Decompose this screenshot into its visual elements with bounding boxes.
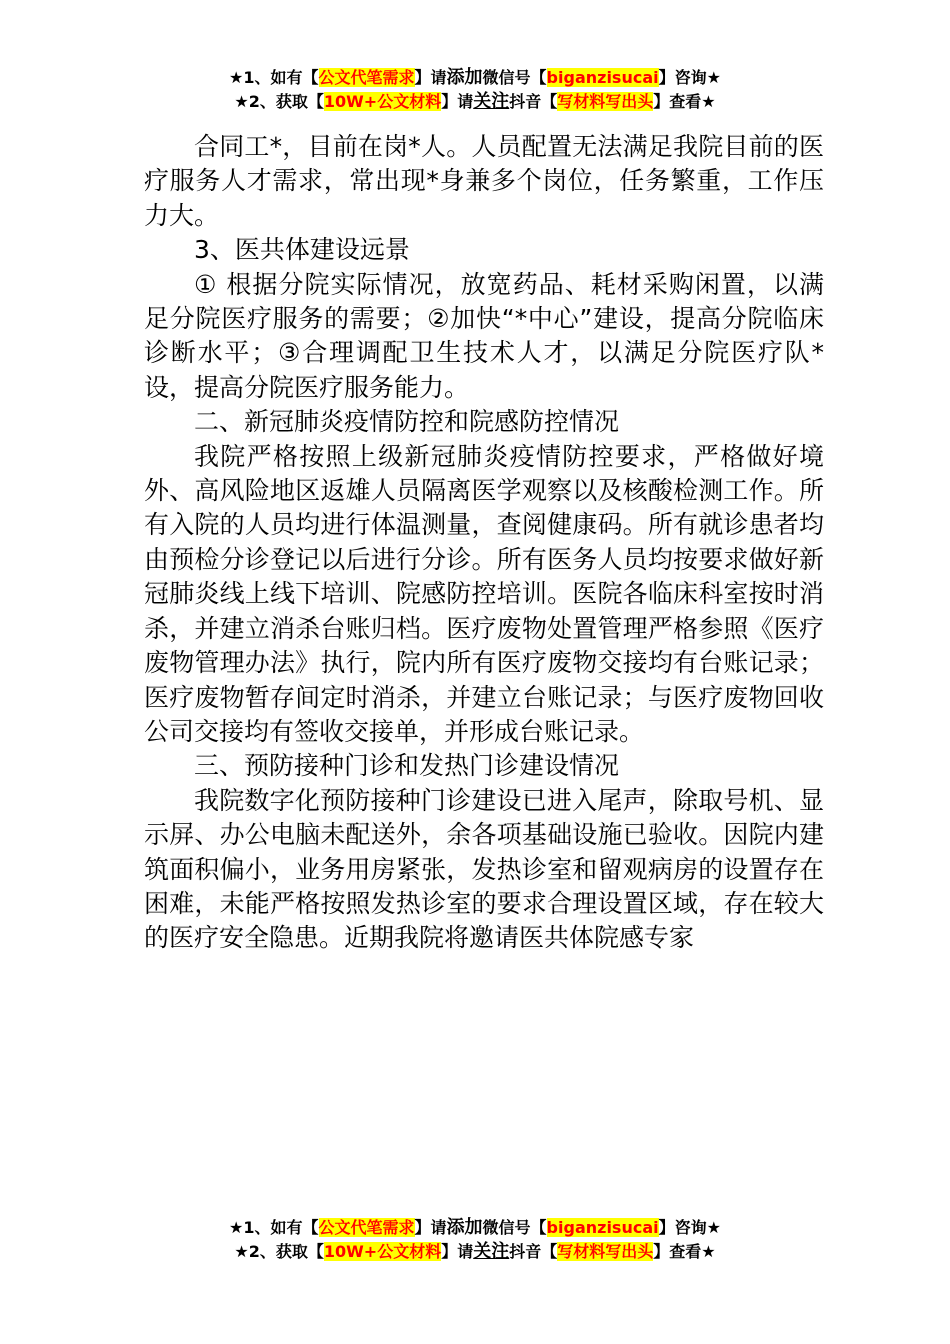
banner-highlight: 公文代笔需求 (318, 1218, 415, 1237)
banner-text: 】咨询★ (658, 1218, 721, 1237)
top-banner (0, 66, 950, 114)
banner-line-1 (0, 66, 950, 90)
paragraph: 我院严格按照上级新冠肺炎疫情防控要求，严格做好境外、高风险地区返雄人员隔离医学观察以及核酸检测工作。所有入院的人员均进行体温测量，查阅健康码。所有就诊患者均由预检分诊登记以后进行分诊。所有医务人员均按要求做好新冠肺炎线上线下培训、院感防控培训。医院各临床科室按时消杀，并建立消杀台账归档。医疗废物处置管理严格参照《医疗废物管理办法》执行，院内所有医疗废物交接均有台账记录；医疗废物暂存间定时消杀，并建立台账记录；与医疗废物回收公司交接均有签收交接单，并形成台账记录。 (144, 441, 824, 746)
banner-text: 抖音【 (509, 92, 558, 111)
banner-highlight: 写材料写出头 (557, 1242, 654, 1261)
bottom-banner (0, 1216, 950, 1264)
banner-highlight: biganzisucai (546, 1218, 659, 1237)
section-heading: 二、新冠肺炎疫情防控和院感防控情况 (194, 407, 620, 437)
banner-text: 】请 (441, 1242, 474, 1261)
banner-highlight: 写材料写出头 (557, 92, 654, 111)
banner-emphasis: 添加 (446, 1217, 483, 1238)
section-heading: 三、预防接种门诊和发热门诊建设情况 (194, 751, 620, 781)
paragraph: 我院数字化预防接种门诊建设已进入尾声，除取号机、显示屏、办公电脑未配送外，余各项基础设施已验收。因院内建筑面积偏小，业务用房紧张，发热诊室和留观病房的设置存在困难，未能严格按照发热诊室的要求合理设置区域，存在较大的医疗安全隐患。近期我院将邀请医共体院感专家 (144, 785, 824, 953)
banner-text: 抖音【 (509, 1242, 558, 1261)
banner-text: ★1、如有【 (229, 68, 319, 87)
banner-highlight: 10W+公文材料 (323, 92, 442, 111)
banner-emphasis: 关注 (473, 1241, 510, 1262)
banner-text: ★1、如有【 (229, 1218, 319, 1237)
banner-text: 】请 (441, 92, 474, 111)
banner-text: ★2、获取【 (234, 1242, 324, 1261)
paragraph: 合同工*，目前在岗*人。人员配置无法满足我院目前的医疗服务人才需求，常出现*身兼多个岗位，任务繁重，工作压力大。 (144, 132, 824, 230)
banner-text: 微信号【 (482, 1218, 547, 1237)
banner-emphasis: 添加 (446, 67, 483, 88)
paragraph: ① 根据分院实际情况，放宽药品、耗材采购闲置，以满足分院医疗服务的需要；②加快“*中心”建设，提高分院临床诊断水平；③合理调配卫生技术人才，以满足分院医疗队*设，提高分院医疗服务能力。 (144, 269, 824, 402)
banner-text: 】咨询★ (658, 68, 721, 87)
banner-text: 】查看★ (653, 1242, 716, 1261)
document-body (144, 130, 824, 956)
banner-emphasis: 关注 (473, 91, 510, 112)
banner-line-1 (0, 1216, 950, 1240)
section-heading: 3、医共体建设远景 (194, 235, 410, 265)
banner-line-2 (0, 90, 950, 114)
banner-highlight: 公文代笔需求 (318, 68, 415, 87)
banner-text: 】请 (414, 68, 447, 87)
banner-text: 微信号【 (482, 68, 547, 87)
banner-text: 】查看★ (653, 92, 716, 111)
banner-text: 】请 (414, 1218, 447, 1237)
banner-highlight: 10W+公文材料 (323, 1242, 442, 1261)
banner-text: ★2、获取【 (234, 92, 324, 111)
banner-line-2 (0, 1240, 950, 1264)
banner-highlight: biganzisucai (546, 68, 659, 87)
